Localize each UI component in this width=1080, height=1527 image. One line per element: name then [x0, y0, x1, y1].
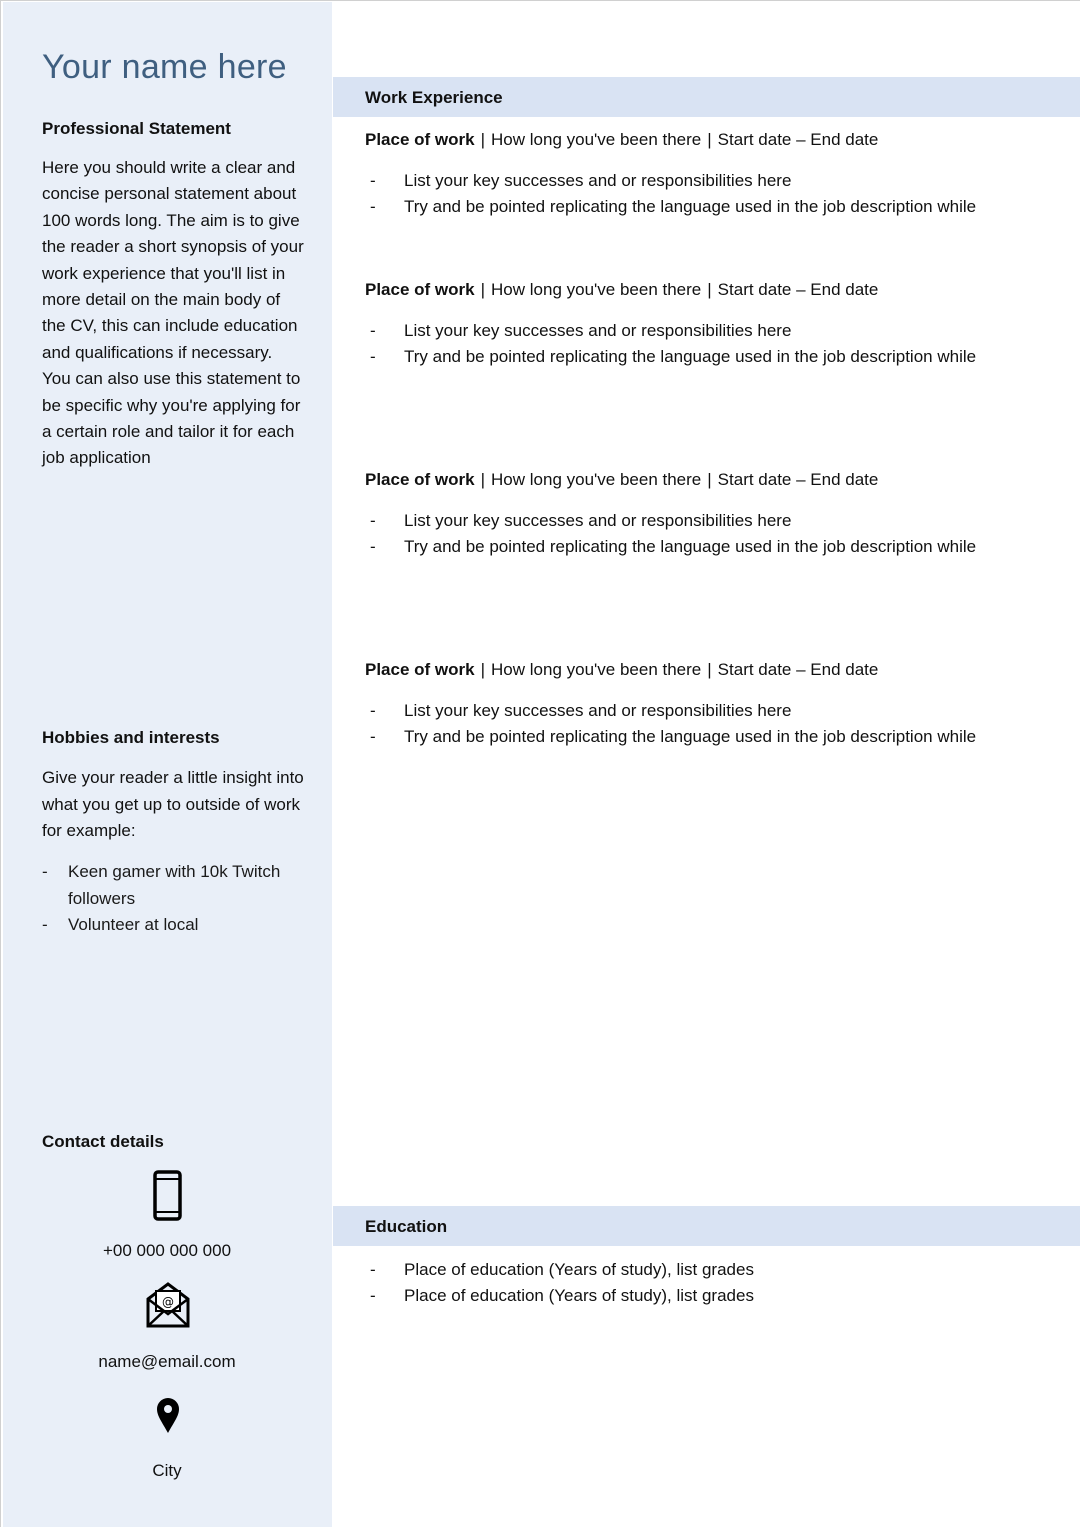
job-bullets [365, 168, 976, 220]
education-item: - Place of education (Years of study), list grades [365, 1257, 754, 1283]
statement-heading: Professional Statement [42, 119, 231, 138]
svg-text:@: @ [162, 1295, 174, 1309]
job-title-line: Place of work | How long you've been there | Start date – End date [365, 280, 879, 299]
job-bullet: - Try and be pointed replicating the language used in the job description while [365, 194, 976, 220]
hobby-item: - Volunteer at local [42, 912, 304, 939]
job-dates: Start date – End date [717, 470, 879, 489]
hobbies-heading: Hobbies and interests [42, 728, 220, 747]
education-item: - Place of education (Years of study), list grades [365, 1283, 754, 1309]
education-band [333, 1206, 1080, 1246]
hobbies-intro: Give your reader a little insight into what you get up to outside of work for example: [42, 768, 304, 840]
job-place: Place of work [365, 130, 475, 149]
job-bullet: - List your key successes and or responsibilities here [365, 318, 976, 344]
education-heading: Education [365, 1217, 448, 1236]
statement-text: Here you should write a clear and concise personal statement about 100 words long. The aim is to give the reader a short synopsis of your work experience that you'll list in more detail on the main body of the CV, this can include education and qualifications if necessary. You can also use this statement to be specific why you're applying for a certain role and tailor it for each job application [42, 158, 304, 468]
work-experience-heading: Work Experience [365, 88, 503, 107]
job-place: Place of work [365, 280, 475, 299]
job-bullet: - List your key successes and or responsibilities here [365, 508, 976, 534]
contact-heading: Contact details [42, 1132, 164, 1151]
job-duration: How long you've been there [491, 130, 702, 149]
job-bullet: - List your key successes and or responsibilities here [365, 168, 976, 194]
job-bullet: - List your key successes and or responsibilities here [365, 698, 976, 724]
job-duration: How long you've been there [491, 280, 702, 299]
job-duration: How long you've been there [491, 470, 702, 489]
job-place: Place of work [365, 470, 475, 489]
city: City [152, 1461, 182, 1480]
job-place: Place of work [365, 660, 475, 679]
candidate-name: Your name here [42, 48, 287, 86]
job-bullets [365, 318, 976, 370]
job-bullet: - Try and be pointed replicating the language used in the job description while [365, 344, 976, 370]
job-dates: Start date – End date [717, 280, 879, 299]
job-title-line: Place of work | How long you've been there | Start date – End date [365, 130, 879, 149]
phone-number: +00 000 000 000 [102, 1241, 232, 1260]
email-icon [145, 1281, 191, 1329]
job-dates: Start date – End date [717, 660, 879, 679]
job-bullets [365, 698, 976, 750]
job-bullet: - Try and be pointed replicating the language used in the job description while [365, 724, 976, 750]
job-bullet: - Try and be pointed replicating the language used in the job description while [365, 534, 976, 560]
phone-icon [145, 1170, 191, 1222]
job-title-line: Place of work | How long you've been there | Start date – End date [365, 660, 879, 679]
job-title-line: Place of work | How long you've been there | Start date – End date [365, 470, 879, 489]
location-pin-icon [145, 1395, 191, 1435]
email-address: name@email.com [98, 1352, 236, 1371]
education-list [365, 1257, 754, 1309]
job-dates: Start date – End date [717, 130, 879, 149]
job-duration: How long you've been there [491, 660, 702, 679]
job-bullets [365, 508, 976, 560]
hobbies-list [42, 859, 304, 939]
work-experience-band [333, 77, 1080, 117]
hobby-item: - Keen gamer with 10k Twitch followers [42, 859, 304, 912]
